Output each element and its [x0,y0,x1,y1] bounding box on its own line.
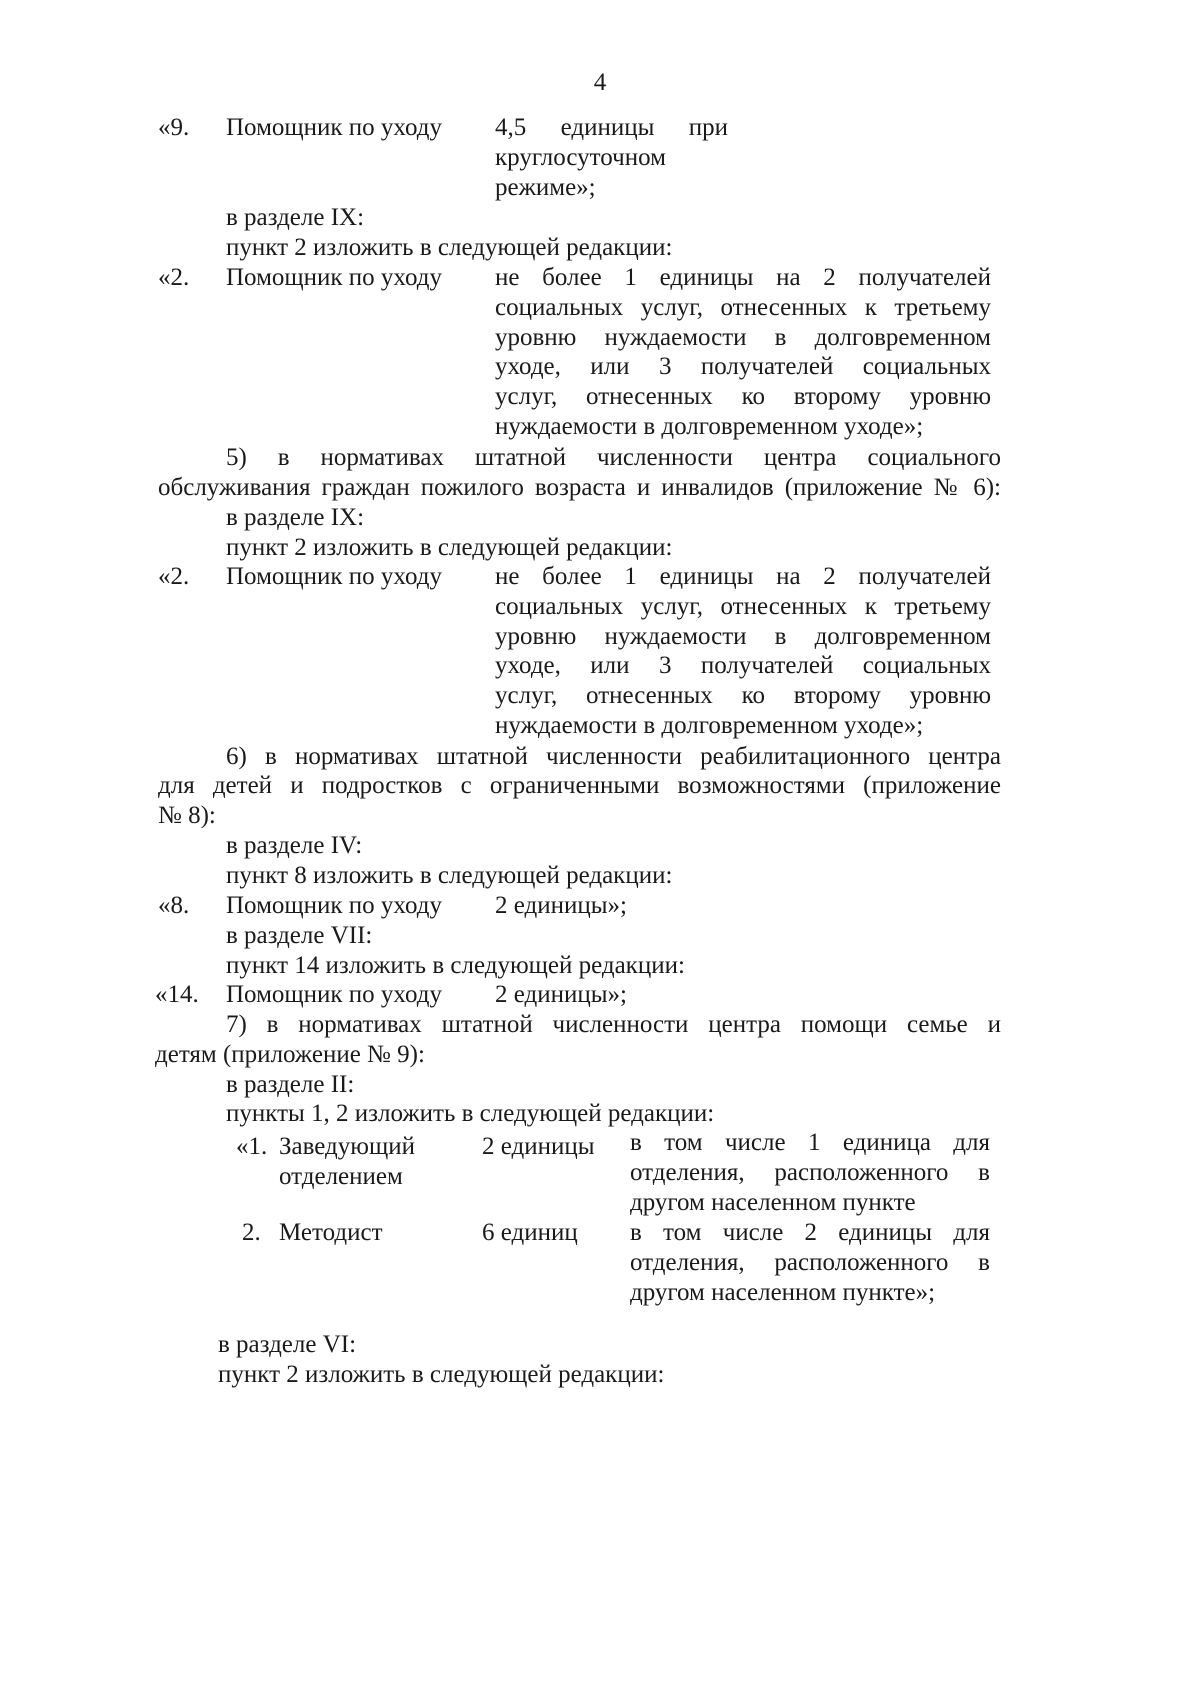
entry-value-line: нуждаемости в долговременном уходе»; [495,712,924,739]
entry-value-line: социальных услуг, отнесенных к третьему [495,593,991,620]
instruction-line: пункты 1, 2 изложить в следующей редакции: [226,1100,715,1127]
instruction-line: пункт 2 изложить в следующей редакции: [218,1361,665,1388]
entry-value-line: 4,5 единицы при [495,114,728,141]
row-note: отделения, расположенного в [630,1159,990,1186]
section-heading: в разделе VI: [218,1331,357,1358]
entry-value-line: не более 1 единицы на 2 получателей [495,264,991,291]
section-heading: в разделе IX: [226,204,365,231]
entry-title: Помощник по уходу [226,563,442,590]
row-note: в том числе 2 единицы для [630,1219,990,1246]
row-note: в том числе 1 единица для [630,1129,990,1156]
section-heading: в разделе II: [226,1071,355,1098]
entry-title: Помощник по уходу [226,892,442,919]
paragraph-line: № 8): [158,802,216,829]
section-heading: в разделе IV: [226,832,363,859]
entry-value-line: уходе, или 3 получателей социальных [495,353,991,380]
instruction-line: пункт 8 изложить в следующей редакции: [226,862,673,889]
row-number: 2. [242,1219,261,1246]
entry-value-line: уровню нуждаемости в долговременном [495,324,991,351]
row-note: другом населенном пункте [630,1189,916,1216]
paragraph-line: детям (приложение № 9): [155,1041,425,1068]
row-note: другом населенном пункте»; [630,1279,936,1306]
entry-number: «8. [158,892,190,919]
entry-value-line: услуг, отнесенных ко второму уровню [495,383,991,410]
paragraph-line: 6) в нормативах штатной численности реабилитационного центра [226,743,1001,770]
entry-number: «2. [158,264,190,291]
row-title: отделением [279,1163,403,1190]
entry-number: «14. [155,981,199,1008]
paragraph-line: обслуживания граждан пожилого возраста и инвалидов (приложение № 6): [158,474,1001,501]
instruction-line: пункт 2 изложить в следующей редакции: [226,234,673,261]
row-title: Методист [279,1219,383,1246]
entry-value-line: услуг, отнесенных ко второму уровню [495,682,991,709]
entry-value-line: режиме»; [495,174,596,201]
row-note: отделения, расположенного в [630,1249,990,1276]
instruction-line: пункт 14 изложить в следующей редакции: [226,952,685,979]
entry-title: Помощник по уходу [226,114,442,141]
entry-value-line: 2 единицы»; [495,892,627,919]
instruction-line: пункт 2 изложить в следующей редакции: [226,534,673,561]
row-quantity: 6 единиц [482,1219,578,1246]
entry-value-line: социальных услуг, отнесенных к третьему [495,294,991,321]
row-title: Заведующий [279,1133,415,1160]
section-heading: в разделе VII: [226,922,373,949]
entry-value-line: уровню нуждаемости в долговременном [495,623,991,650]
entry-value-line: уходе, или 3 получателей социальных [495,652,991,679]
paragraph-line: 7) в нормативах штатной численности центра помощи семье и [226,1011,1001,1038]
entry-number: «9. [158,114,190,141]
page-number: 4 [593,69,607,96]
entry-value-line: круглосуточном [495,144,666,171]
row-number: «1. [236,1133,268,1160]
entry-value-line: 2 единицы»; [495,981,627,1008]
entry-value-line: не более 1 единицы на 2 получателей [495,563,991,590]
paragraph-line: для детей и подростков с ограниченными возможностями (приложение [158,772,1001,799]
paragraph-line: 5) в нормативах штатной численности центра социального [226,444,1001,471]
entry-title: Помощник по уходу [226,981,442,1008]
row-quantity: 2 единицы [482,1133,595,1160]
entry-number: «2. [158,563,190,590]
entry-value-line: нуждаемости в долговременном уходе»; [495,413,924,440]
section-heading: в разделе IX: [226,504,365,531]
entry-title: Помощник по уходу [226,264,442,291]
